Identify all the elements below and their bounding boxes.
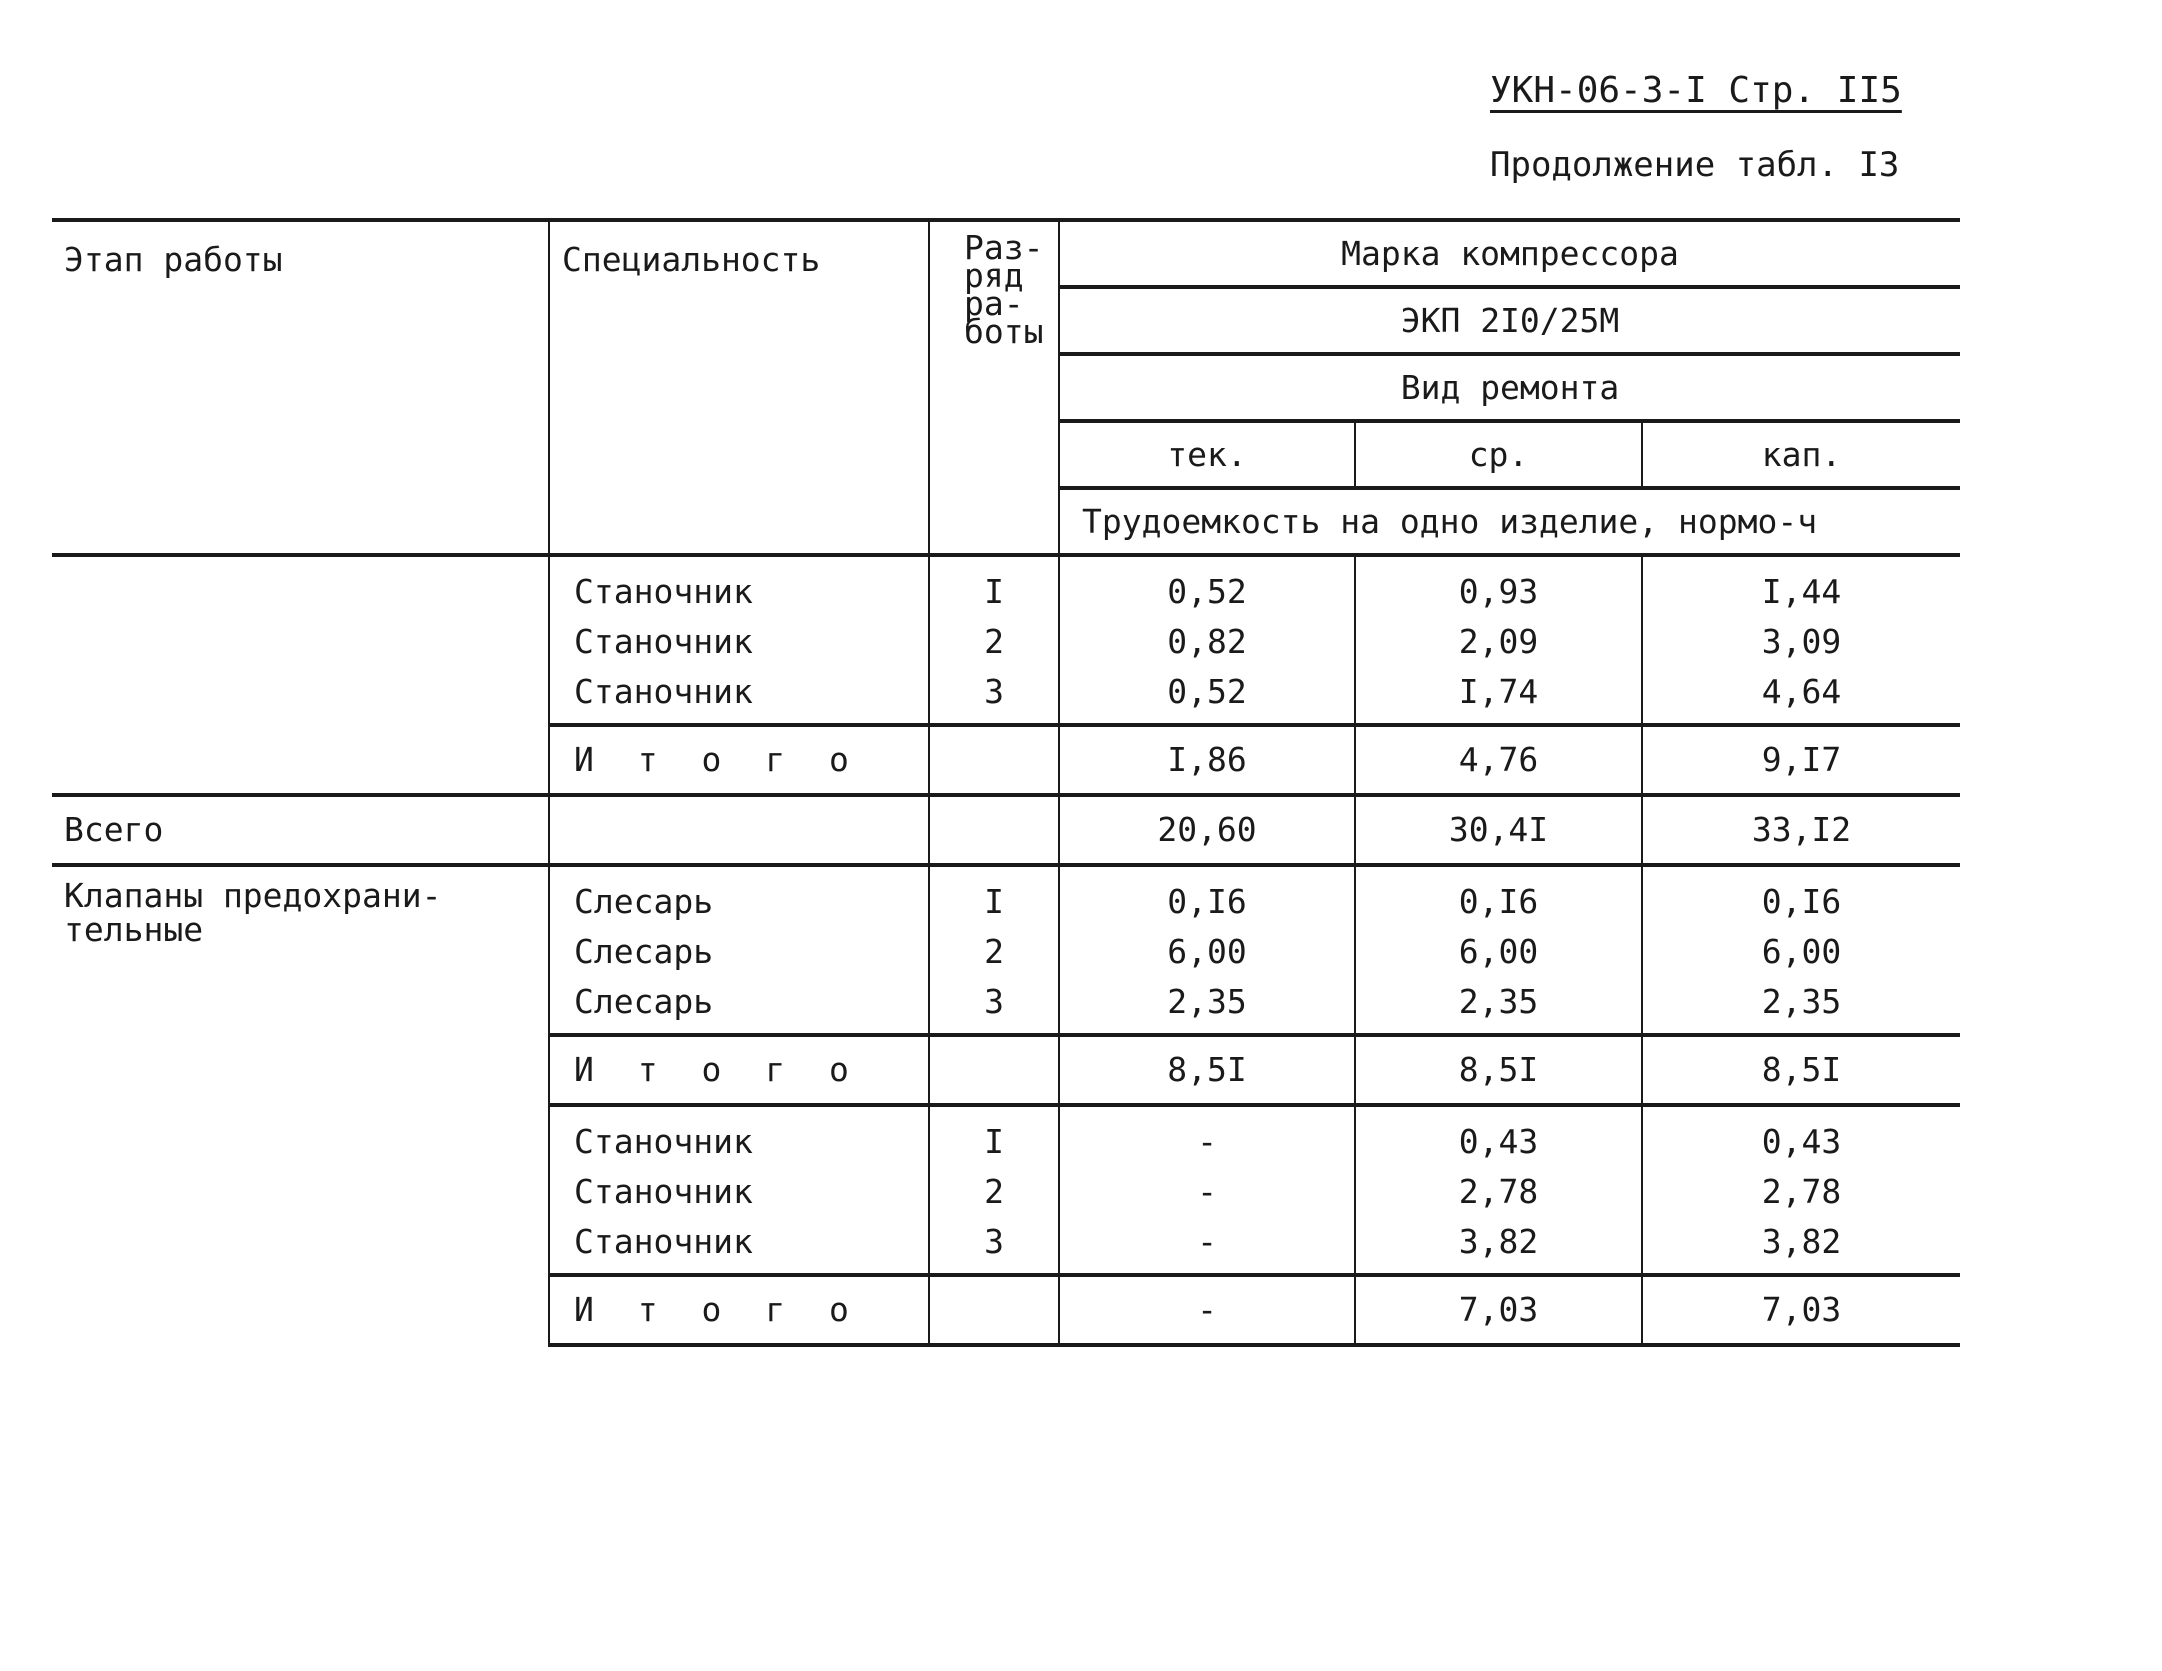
header-repair-sr: ср. xyxy=(1355,421,1642,488)
specialty-cell: Станочник xyxy=(574,622,753,661)
rank-cell: 3 xyxy=(984,1222,1004,1261)
sr-value: 0,I6 xyxy=(1458,882,1539,921)
tek-value: 2,35 xyxy=(1167,982,1247,1021)
kap-value: 2,78 xyxy=(1761,1172,1842,1211)
specialty-cell: Станочник xyxy=(574,672,753,711)
subtotal-label: И т о г о xyxy=(549,725,929,795)
table-continuation-label: Продолжение табл. I3 xyxy=(1490,145,1900,185)
tek-value: 0,I6 xyxy=(1167,882,1247,921)
specialty-cell: Слесарь xyxy=(574,882,714,921)
sr-value: 2,78 xyxy=(1458,1172,1539,1211)
specialty-cell: Станочник xyxy=(574,1222,753,1261)
tek-value: 0,82 xyxy=(1167,622,1247,661)
kap-value: I,44 xyxy=(1761,572,1842,611)
rank-cell: 3 xyxy=(984,672,1004,711)
table-row xyxy=(52,555,1960,725)
subtotal-sr: 7,03 xyxy=(1355,1275,1642,1345)
tek-value: 6,00 xyxy=(1167,932,1247,971)
subtotal-tek: - xyxy=(1059,1275,1355,1345)
sr-value: 2,09 xyxy=(1458,622,1539,661)
header-specialty: Специальность xyxy=(549,220,929,555)
rank-cell: 2 xyxy=(984,622,1004,661)
header-rank: Раз- ряд ра- боты xyxy=(929,220,1059,555)
header-repair-type: Вид ремонта xyxy=(1059,354,1960,421)
rank-cell: I xyxy=(984,572,1004,611)
document-code: УКН-06-3-I Стр. II5 xyxy=(1490,70,1902,111)
rank-cell: I xyxy=(984,1122,1004,1161)
tek-value: 0,52 xyxy=(1167,572,1247,611)
subtotal-kap: 7,03 xyxy=(1642,1275,1960,1345)
tek-value: 0,52 xyxy=(1167,672,1247,711)
subtotal-label: И т о г о xyxy=(549,1275,929,1345)
header-labor-unit: Трудоемкость на одно изделие, нормо-ч xyxy=(1059,488,1960,555)
tek-value: - xyxy=(1197,1172,1217,1211)
kap-value: 2,35 xyxy=(1761,982,1842,1021)
kap-value: 0,I6 xyxy=(1761,882,1842,921)
rank-cell: 2 xyxy=(984,932,1004,971)
sr-value: 6,00 xyxy=(1458,932,1539,971)
specialty-cell: Станочник xyxy=(574,1122,753,1161)
sr-value: 2,35 xyxy=(1458,982,1539,1021)
header-compressor-brand: Марка компрессора xyxy=(1059,220,1960,287)
table-row xyxy=(52,865,1960,1035)
rank-cell: I xyxy=(984,882,1004,921)
specialty-cell: Слесарь xyxy=(574,982,714,1021)
total-label: Всего xyxy=(52,795,549,865)
sr-value: 3,82 xyxy=(1458,1222,1539,1261)
kap-value: 3,82 xyxy=(1761,1222,1842,1261)
total-kap: 33,I2 xyxy=(1642,795,1960,865)
subtotal-tek: I,86 xyxy=(1059,725,1355,795)
stage-safety-valves: Клапаны предохрани- тельные xyxy=(52,865,549,1345)
subtotal-kap: 8,5I xyxy=(1642,1035,1960,1105)
header-stage: Этап работы xyxy=(52,220,549,555)
subtotal-sr: 4,76 xyxy=(1355,725,1642,795)
tek-value: - xyxy=(1197,1222,1217,1261)
rank-cell: 2 xyxy=(984,1172,1004,1211)
header-repair-tek: тек. xyxy=(1059,421,1355,488)
header-repair-kap: кап. xyxy=(1642,421,1960,488)
tek-value: - xyxy=(1197,1122,1217,1161)
specialty-cell: Слесарь xyxy=(574,932,714,971)
sr-value: 0,93 xyxy=(1458,572,1539,611)
rank-cell: 3 xyxy=(984,982,1004,1021)
total-tek: 20,60 xyxy=(1059,795,1355,865)
subtotal-tek: 8,5I xyxy=(1059,1035,1355,1105)
total-row xyxy=(52,795,1960,865)
subtotal-kap: 9,I7 xyxy=(1642,725,1960,795)
header-compressor-model: ЭКП 2I0/25М xyxy=(1059,287,1960,354)
subtotal-sr: 8,5I xyxy=(1355,1035,1642,1105)
labor-table xyxy=(52,218,1960,1347)
kap-value: 4,64 xyxy=(1761,672,1842,711)
specialty-cell: Станочник xyxy=(574,1172,753,1211)
subtotal-label: И т о г о xyxy=(549,1035,929,1105)
total-sr: 30,4I xyxy=(1355,795,1642,865)
subtotal-row xyxy=(52,725,1960,795)
kap-value: 3,09 xyxy=(1761,622,1842,661)
kap-value: 6,00 xyxy=(1761,932,1842,971)
sr-value: I,74 xyxy=(1458,672,1539,711)
specialty-cell: Станочник xyxy=(574,572,753,611)
kap-value: 0,43 xyxy=(1761,1122,1842,1161)
sr-value: 0,43 xyxy=(1458,1122,1539,1161)
